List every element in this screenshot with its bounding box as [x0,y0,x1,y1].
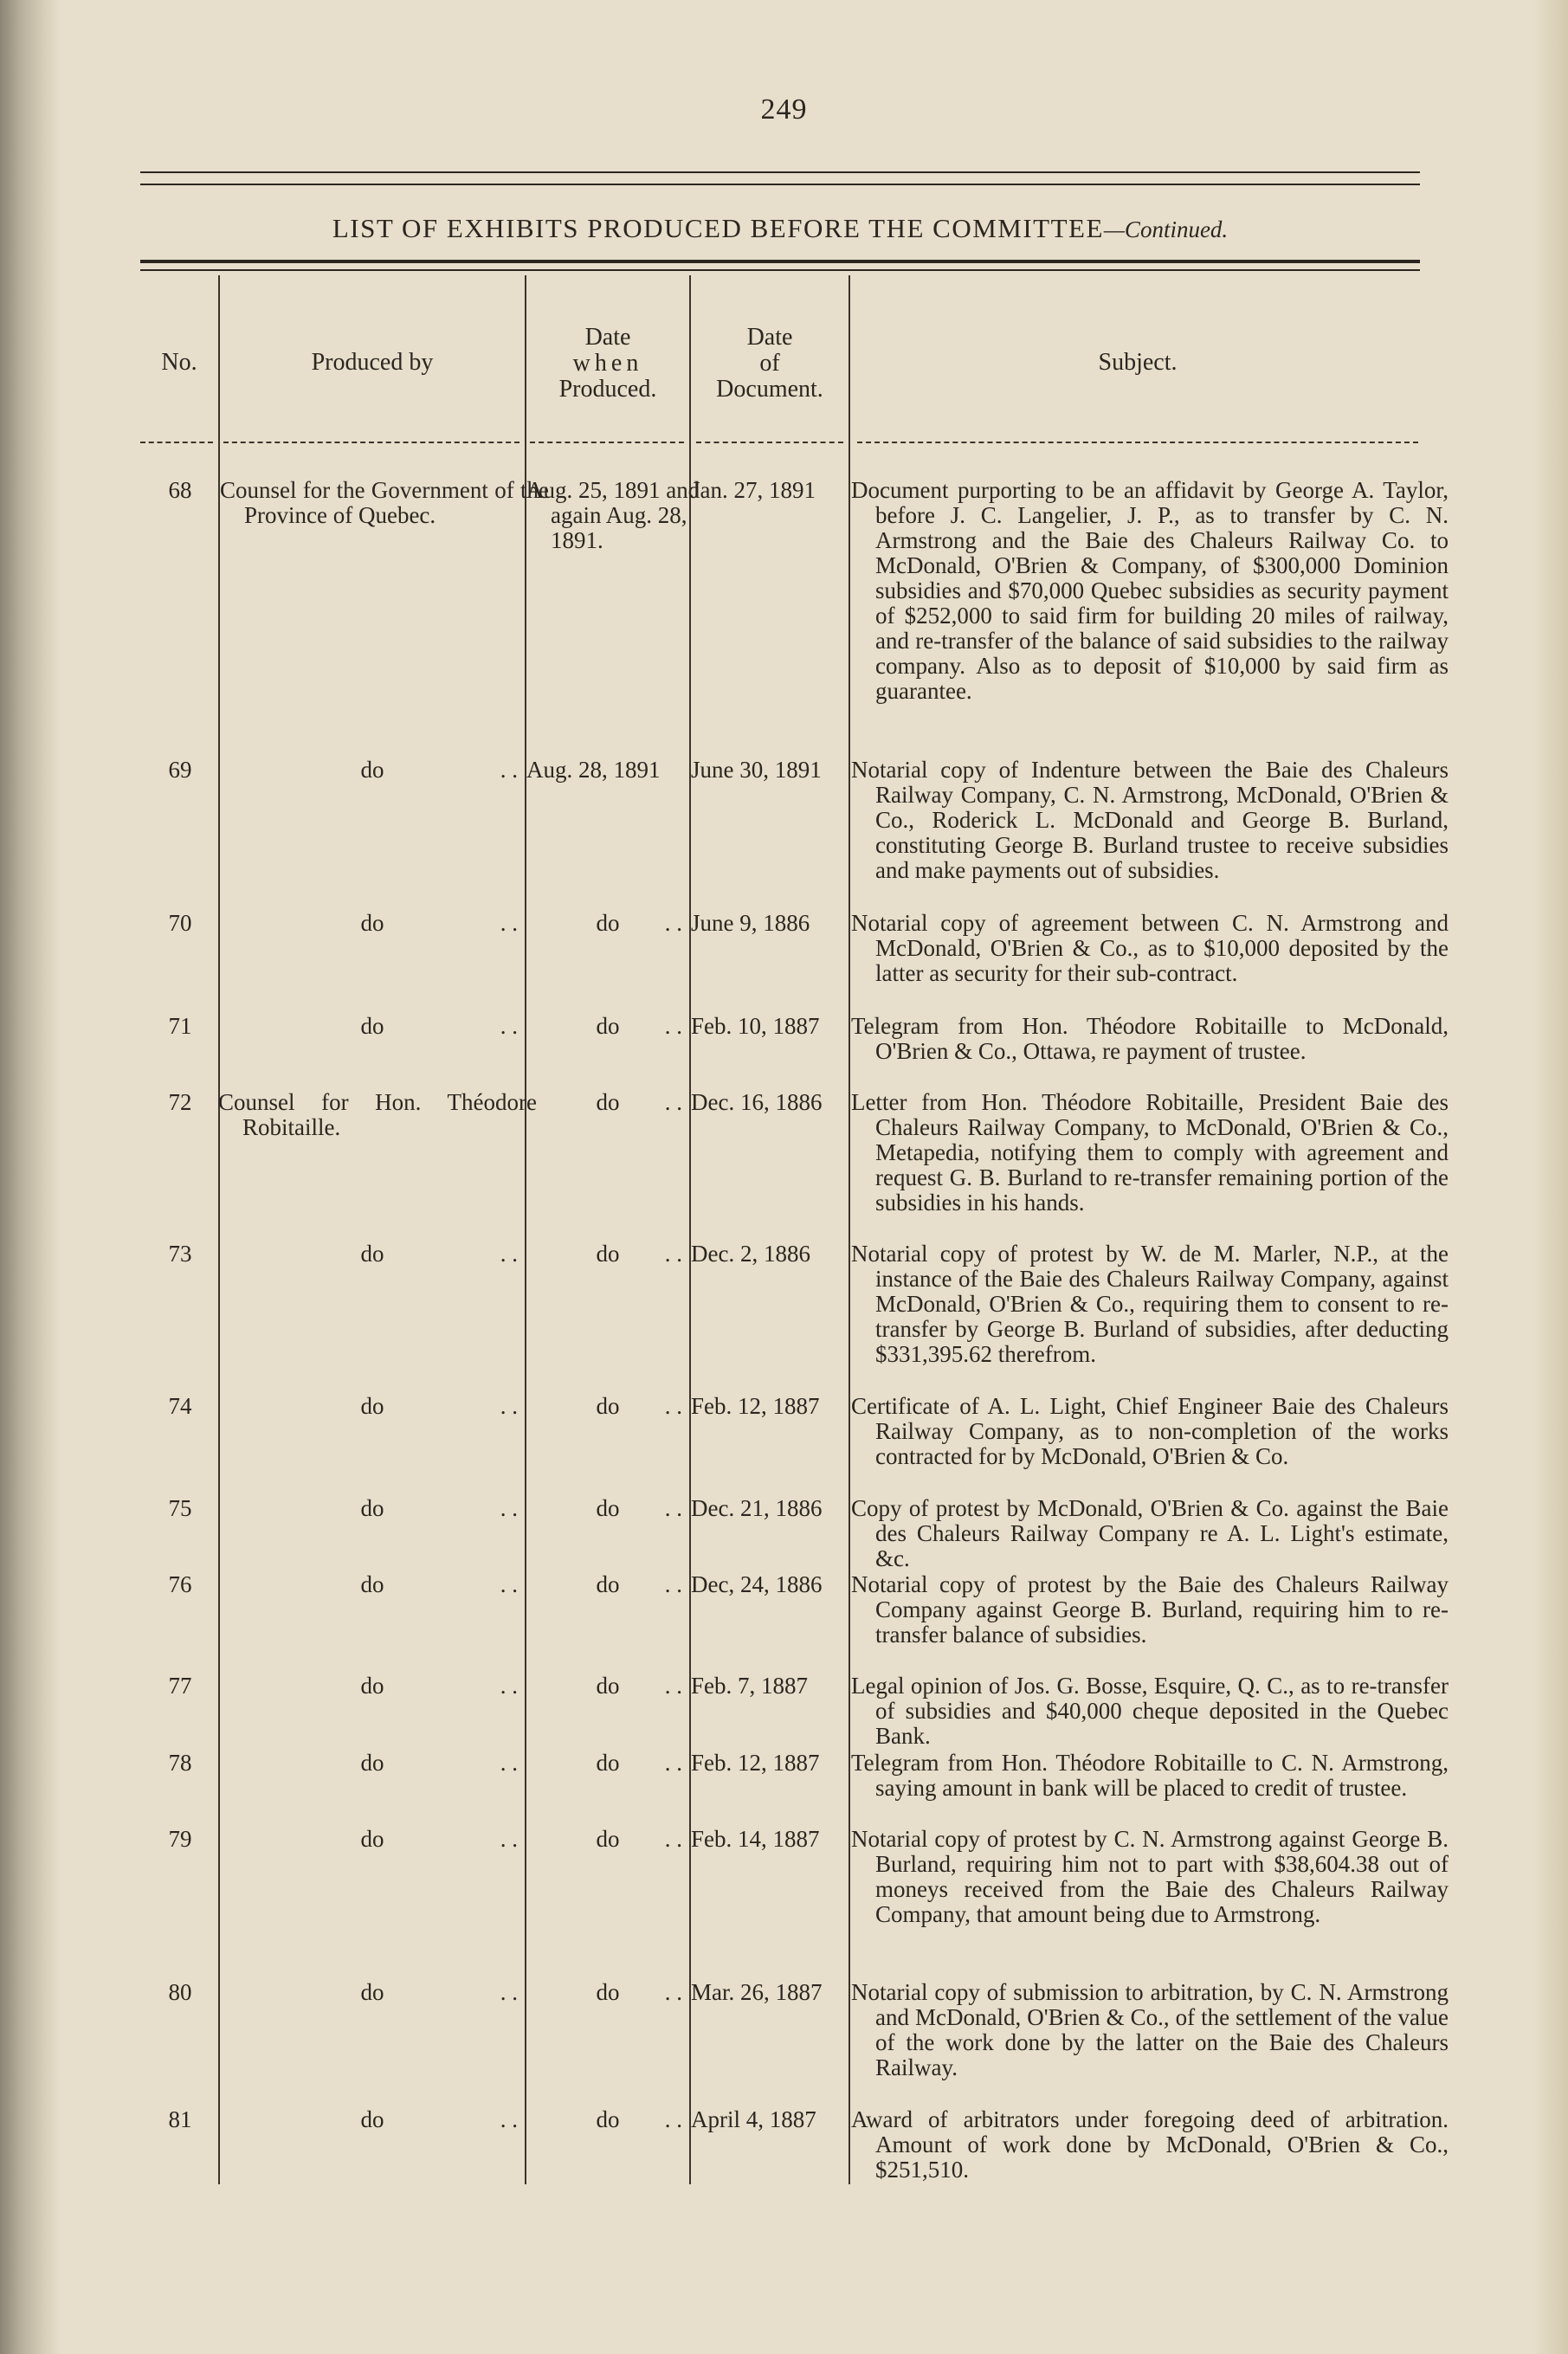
header-doc-line-2: of [759,350,780,377]
exhibit-no: 80 [168,1979,192,2005]
leader-dots: . . [664,1495,682,1521]
exhibit-date-produced: Aug. 28, 1891 [526,757,661,783]
exhibit-subject: Notarial copy of protest by the Baie des Chaleurs Railway Company against George B. Burland, requiring him to re-transfer balance of subsidies. [851,1571,1449,1648]
exhibit-produced-by [220,758,525,783]
leader-dots: . . [500,757,518,783]
exhibit-produced-by [220,1014,525,1039]
ditto-text: do [360,1013,384,1039]
exhibit-no: 78 [168,1750,192,1776]
leader-dots: . . [664,1673,682,1699]
exhibit-produced-by [220,1394,525,1419]
exhibit-no: 70 [168,910,192,936]
exhibit-subject: Telegram from Hon. Théodore Robitaille to McDonald, O'Brien & Co., Ottawa, re payment of trustee. [851,1013,1449,1064]
exhibit-date-document: Dec. 21, 1886 [691,1495,823,1521]
leader-dots: . . [664,1750,682,1776]
exhibit-date-document: April 4, 1887 [691,2106,816,2132]
exhibit-date-produced [526,1241,689,1267]
exhibit-no: 76 [168,1571,192,1597]
header-no: No. [161,349,197,376]
exhibit-date-produced [526,2107,689,2132]
table-top-rule-thin [140,269,1420,271]
header-when-line-2: when [572,350,643,377]
ditto-text: do [360,757,384,783]
heading-continued: —Continued. [1103,216,1229,242]
exhibit-no: 81 [168,2106,192,2132]
leader-dots: . . [664,1979,682,2005]
ditto-text: do [360,1750,384,1776]
leader-dots: . . [664,1571,682,1597]
header-when-line-3: Produced. [558,376,657,403]
top-rule-1 [140,171,1420,173]
exhibit-subject: Notarial copy of protest by C. N. Armstrong against George B. Burland, requiring him not to part with $38,604.38 out of moneys received from the Baie des Chaleurs Railway Company, that amount being due to Armstrong. [851,1826,1449,1927]
page-number: 249 [760,94,808,126]
leader-dots: . . [500,1979,518,2005]
exhibit-subject: Certificate of A. L. Light, Chief Engineer Baie des Chaleurs Railway Company, as to non-completion of the works contracted for by McDonald, O'Brien & Co. [851,1393,1449,1469]
exhibit-date-produced [526,1090,689,1115]
exhibit-produced-by: Counsel for the Government of the Province of Quebec. [220,477,549,528]
header-subject: Subject. [1098,349,1178,376]
exhibit-no: 72 [168,1089,192,1115]
binding-shadow [0,0,61,2354]
leader-dots: . . [500,1241,518,1267]
header-rule-subject [857,442,1418,443]
exhibit-date-document: June 9, 1886 [691,910,810,936]
top-rule-2 [140,184,1420,185]
exhibit-no: 69 [168,757,192,783]
ditto-text: do [596,1673,620,1699]
exhibit-produced-by [220,1496,525,1521]
exhibit-date-produced [526,911,689,936]
leader-dots: . . [500,1393,518,1419]
exhibit-no: 75 [168,1495,192,1521]
exhibit-no: 68 [168,477,192,503]
exhibit-date-produced [526,1751,689,1776]
ditto-text: do [596,1979,620,2005]
ditto-text: do [596,1393,620,1419]
exhibit-date-produced [526,1572,689,1597]
header-when-line-1: Date [584,324,631,351]
exhibit-produced-by [220,1674,525,1699]
exhibit-subject: Telegram from Hon. Théodore Robitaille to C. N. Armstrong, saying amount in bank will be placed to credit of trustee. [851,1750,1449,1801]
header-date-of-document [691,325,849,403]
exhibit-produced-by: Counsel for Hon. Théodore Robitaille. [218,1089,537,1140]
ditto-text: do [596,1750,620,1776]
ditto-text: do [596,1826,620,1852]
exhibit-produced-by [220,911,525,936]
exhibit-no: 74 [168,1393,192,1419]
leader-dots: . . [500,1571,518,1597]
ditto-text: do [360,1241,384,1267]
exhibit-date-document: Dec, 24, 1886 [691,1571,823,1597]
exhibit-produced-by [220,1241,525,1267]
header-rule-no [140,442,213,443]
exhibit-date-document: Mar. 26, 1887 [691,1979,823,2005]
exhibit-date-produced [526,1394,689,1419]
exhibit-subject: Award of arbitrators under foregoing deed of arbitration. Amount of work done by McDonald, O'Brien & Co., $251,510. [851,2106,1449,2183]
ditto-text: do [596,910,620,936]
header-produced-by: Produced by [311,349,434,376]
leader-dots: . . [500,1673,518,1699]
exhibit-no: 73 [168,1241,192,1267]
exhibit-date-produced [526,1674,689,1699]
ditto-text: do [360,1393,384,1419]
exhibit-date-produced [526,1496,689,1521]
header-rule-doc [696,442,843,443]
table-heading [140,213,1420,244]
exhibit-date-document: Feb. 14, 1887 [691,1826,820,1852]
exhibit-no: 79 [168,1826,192,1852]
ditto-text: do [360,1673,384,1699]
leader-dots: . . [664,1826,682,1852]
exhibit-produced-by [220,1572,525,1597]
leader-dots: . . [664,1241,682,1267]
leader-dots: . . [500,2106,518,2132]
exhibit-date-produced [526,1014,689,1039]
ditto-text: do [596,1013,620,1039]
ditto-text: do [360,1979,384,2005]
leader-dots: . . [664,1013,682,1039]
exhibit-subject: Letter from Hon. Théodore Robitaille, President Baie des Chaleurs Railway Company, to McDonald, O'Brien & Co., Metapedia, notifying them to comply with agreement and request G. B. Burland to re-transfer remaining portion of the subsidies in his hands. [851,1089,1449,1216]
exhibit-date-document: Jan. 27, 1891 [691,477,816,503]
exhibit-subject: Notarial copy of agreement between C. N. Armstrong and McDonald, O'Brien & Co., as to $10,000 deposited by the latter as security for their sub-contract. [851,910,1449,986]
heading-title: LIST OF EXHIBITS PRODUCED BEFORE THE COMMITTEE [332,213,1104,243]
exhibit-subject: Notarial copy of protest by W. de M. Marler, N.P., at the instance of the Baie des Chaleurs Railway Company, against McDonald, O'Brien & Co., requiring them to consent to re-transfer by George B. Burland of subsidies, after deducting $331,395.62 therefrom. [851,1241,1449,1367]
header-rule-produced [223,442,519,443]
exhibit-date-produced [526,1980,689,2005]
exhibit-produced-by [220,2107,525,2132]
ditto-text: do [360,1495,384,1521]
leader-dots: . . [664,1089,682,1115]
column-divider-2 [525,275,526,2184]
header-date-when-produced [526,325,689,403]
exhibit-date-produced: Aug. 25, 1891 and again Aug. 28, 1891. [526,477,700,553]
ditto-text: do [360,910,384,936]
header-rule-when [530,442,684,443]
exhibit-no: 77 [168,1673,192,1699]
exhibit-produced-by [220,1827,525,1852]
exhibit-date-document: Feb. 10, 1887 [691,1013,820,1039]
ditto-text: do [596,1241,620,1267]
header-doc-line-3: Document. [716,376,823,403]
exhibit-date-document: Dec. 16, 1886 [691,1089,823,1115]
leader-dots: . . [664,2106,682,2132]
exhibit-subject: Legal opinion of Jos. G. Bosse, Esquire, Q. C., as to re-transfer of subsidies and $40,000 cheque deposited in the Quebec Bank. [851,1673,1449,1749]
exhibit-subject: Copy of protest by McDonald, O'Brien & Co. against the Baie des Chaleurs Railway Company re A. L. Light's estimate, &c. [851,1495,1449,1571]
ditto-text: do [596,1089,620,1115]
leader-dots: . . [664,910,682,936]
exhibit-date-document: Feb. 7, 1887 [691,1673,808,1699]
column-divider-1 [218,275,220,2184]
ditto-text: do [596,1495,620,1521]
leader-dots: . . [664,1393,682,1419]
exhibit-date-document: Feb. 12, 1887 [691,1750,820,1776]
exhibit-produced-by [220,1980,525,2005]
header-doc-line-1: Date [746,324,793,351]
exhibit-no: 71 [168,1013,192,1039]
exhibit-date-document: Dec. 2, 1886 [691,1241,810,1267]
exhibit-date-produced [526,1827,689,1852]
page-edge [1533,0,1568,2354]
table-top-rule-thick [140,260,1420,263]
exhibit-subject: Notarial copy of Indenture between the Baie des Chaleurs Railway Company, C. N. Armstrong, McDonald, O'Brien & Co., Roderick L. McDonald and George B. Burland, constituting George B. Burland trustee to receive subsidies and make payments out of subsidies. [851,757,1449,883]
exhibit-date-document: Feb. 12, 1887 [691,1393,820,1419]
exhibit-subject: Document purporting to be an affidavit by George A. Taylor, before J. C. Langelier, J. P., as to transfer by C. N. Armstrong and the Baie des Chaleurs Railway Co. to McDonald, O'Brien & Company, of $300,000 Dominion subsidies and $70,000 Quebec subsidies as security payment of $252,000 to said firm for building 20 miles of railway, and re-transfer of the balance of said subsidies to the railway company. Also as to deposit of $10,000 by said firm as guarantee. [851,477,1449,704]
leader-dots: . . [500,1013,518,1039]
leader-dots: . . [500,1750,518,1776]
column-divider-4 [849,275,850,2184]
exhibit-produced-by [220,1751,525,1776]
ditto-text: do [596,1571,620,1597]
leader-dots: . . [500,1495,518,1521]
column-divider-3 [689,275,691,2184]
exhibit-date-document: June 30, 1891 [691,757,822,783]
ditto-text: do [596,2106,620,2132]
ditto-text: do [360,2106,384,2132]
leader-dots: . . [500,1826,518,1852]
ditto-text: do [360,1826,384,1852]
leader-dots: . . [500,910,518,936]
ditto-text: do [360,1571,384,1597]
exhibit-subject: Notarial copy of submission to arbitration, by C. N. Armstrong and McDonald, O'Brien & Co., of the settlement of the value of the work done by the latter on the Baie des Chaleurs Railway. [851,1979,1449,2080]
